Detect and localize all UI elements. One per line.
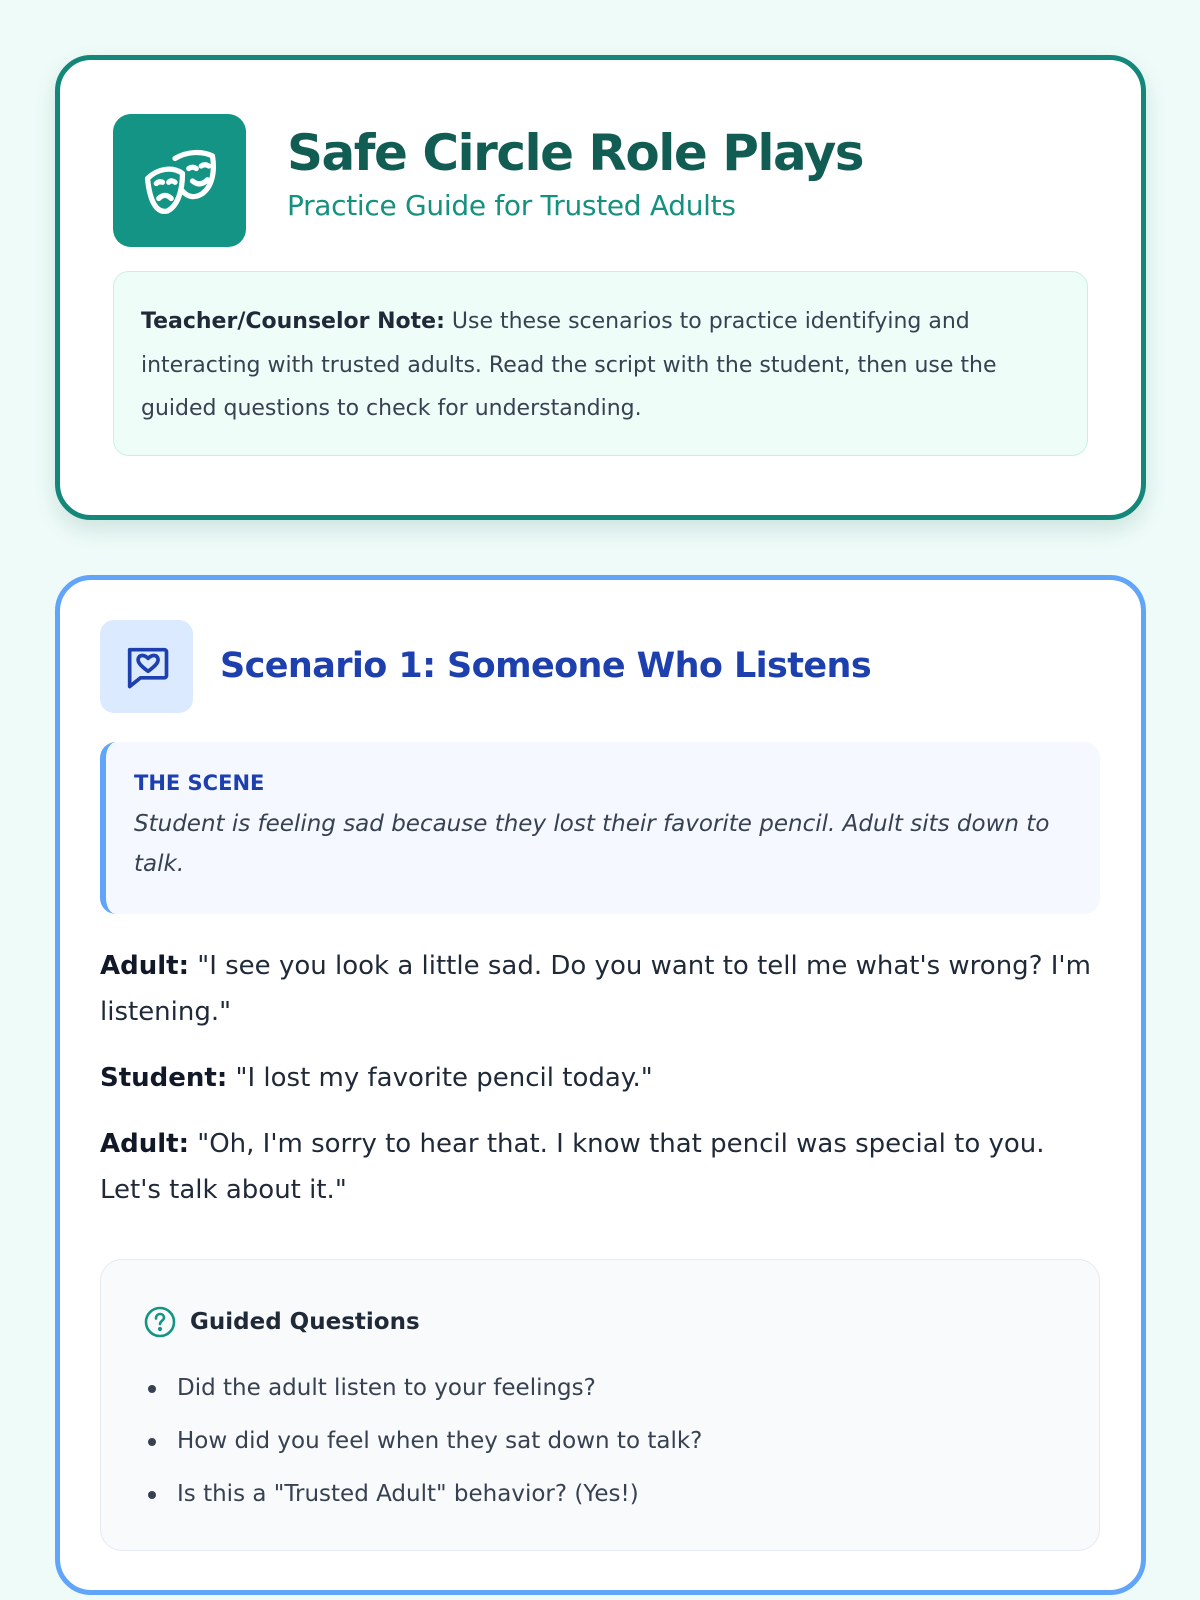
note-text: Use these scenarios to practice identifying and interacting with trusted adults. Read the script with the student, then use the guided questions to check for understanding. xyxy=(141,309,997,421)
scene-box xyxy=(100,742,1100,914)
scenario-card xyxy=(55,575,1146,1595)
scenario-title: Scenario 1: Someone Who Listens xyxy=(220,646,872,686)
questions-title: Guided Questions xyxy=(190,1309,420,1335)
questions-list xyxy=(143,1362,1057,1521)
dialogue-line xyxy=(100,1055,1100,1101)
counselor-note xyxy=(113,271,1088,456)
speaker-label: Student: xyxy=(100,1063,228,1093)
speaker-label: Adult: xyxy=(100,951,189,981)
dialogue-line xyxy=(100,1121,1100,1213)
header-card xyxy=(55,55,1146,520)
dialogue-line xyxy=(100,943,1100,1035)
theater-masks-icon xyxy=(113,114,246,247)
dialogue-script xyxy=(100,943,1100,1233)
page-subtitle: Practice Guide for Trusted Adults xyxy=(287,189,736,222)
note-label: Teacher/Counselor Note: xyxy=(141,309,445,334)
speaker-label: Adult: xyxy=(100,1129,189,1159)
scene-label: THE SCENE xyxy=(134,771,265,795)
dialogue-text: "I lost my favorite pencil today." xyxy=(227,1063,653,1093)
list-item: How did you feel when they sat down to talk? xyxy=(143,1415,1057,1468)
list-item: Did the adult listen to your feelings? xyxy=(143,1362,1057,1415)
question-circle-icon xyxy=(143,1305,177,1339)
guided-questions-box xyxy=(100,1259,1100,1551)
message-heart-icon xyxy=(100,620,193,713)
list-item: Is this a "Trusted Adult" behavior? (Yes!) xyxy=(143,1468,1057,1521)
dialogue-text: "Oh, I'm sorry to hear that. I know that pencil was special to you. Let's talk about it." xyxy=(100,1129,1045,1205)
dialogue-text: "I see you look a little sad. Do you want to tell me what's wrong? I'm listening." xyxy=(100,951,1091,1027)
questions-header xyxy=(143,1300,1057,1344)
title-block xyxy=(287,120,863,226)
scene-description: Student is feeling sad because they lost their favorite pencil. Adult sits down to talk. xyxy=(134,811,1050,877)
page-title: Safe Circle Role Plays xyxy=(287,124,864,182)
